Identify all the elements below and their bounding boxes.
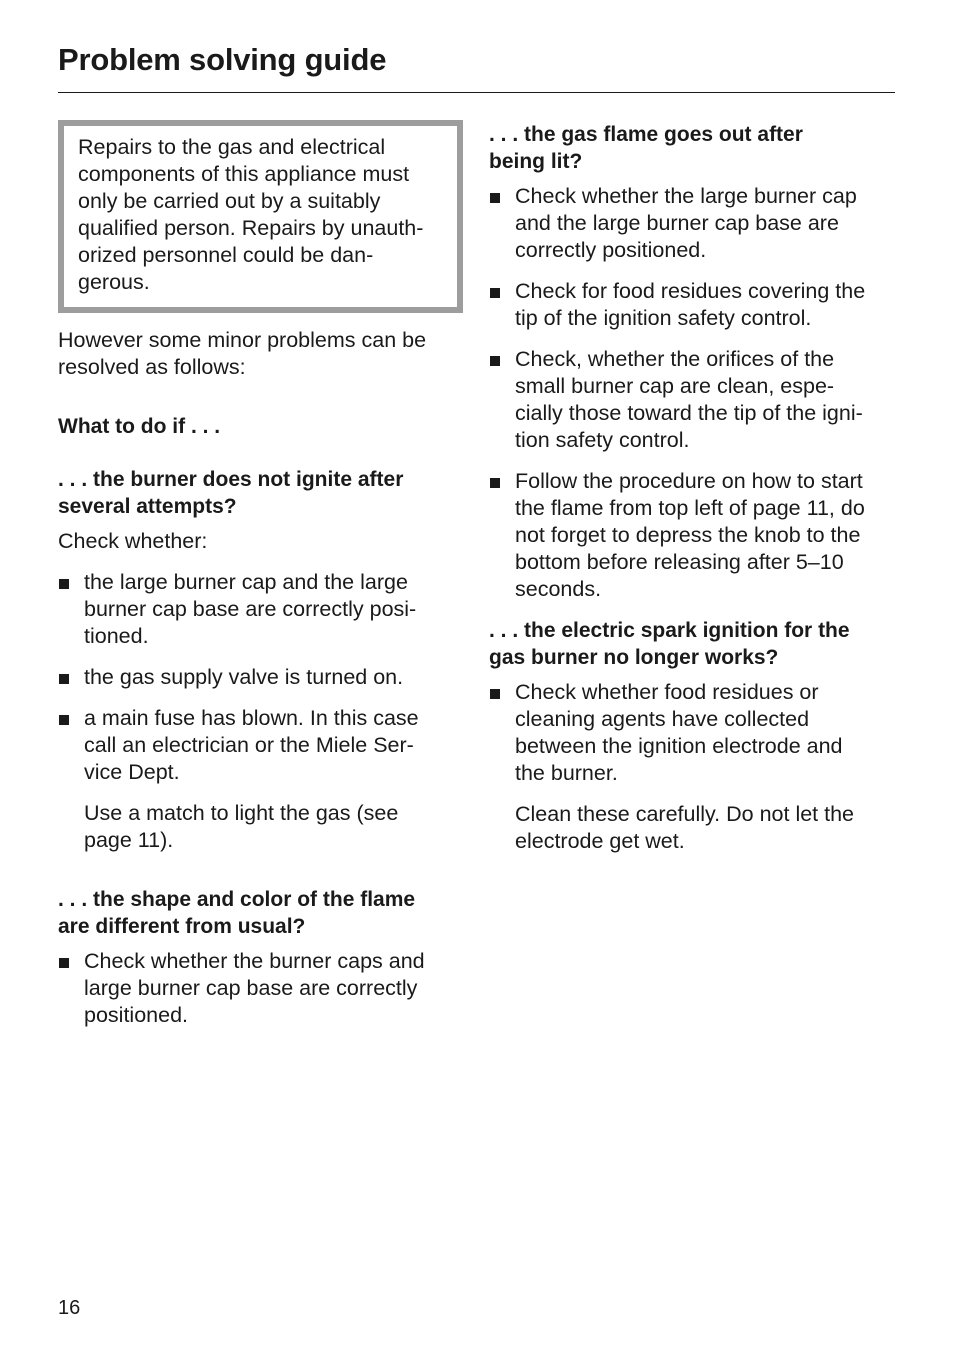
square-bullet-icon bbox=[490, 193, 500, 203]
list-item bbox=[58, 948, 463, 1029]
right-column bbox=[489, 121, 894, 887]
burner-check-list bbox=[58, 569, 463, 786]
item-line: Check, whether the orifices of the bbox=[515, 347, 835, 371]
item-line: tioned. bbox=[84, 624, 149, 648]
item-line: correctly positioned. bbox=[515, 238, 707, 262]
heading-line: being lit? bbox=[489, 150, 583, 173]
title-divider bbox=[58, 92, 895, 93]
item-line: between the ignition electrode and bbox=[515, 734, 843, 758]
warning-line: only be carried out by a suitably bbox=[78, 189, 381, 213]
warning-box bbox=[58, 120, 463, 313]
left-column bbox=[58, 120, 463, 1043]
item-line: Check whether the burner caps and bbox=[84, 949, 425, 973]
check-whether-label: Check whether: bbox=[58, 529, 208, 553]
item-line: tip of the ignition safety control. bbox=[515, 306, 812, 330]
list-item bbox=[489, 346, 894, 454]
heading-line: . . . the gas flame goes out after bbox=[489, 123, 803, 146]
page-title: Problem solving guide bbox=[58, 42, 387, 77]
note-line: electrode get wet. bbox=[515, 829, 685, 853]
item-line: cially those toward the tip of the igni- bbox=[515, 401, 863, 425]
intro-paragraph bbox=[58, 327, 463, 381]
square-bullet-icon bbox=[490, 356, 500, 366]
item-line: large burner cap base are correctly bbox=[84, 976, 418, 1000]
section-heading-flame-goes-out bbox=[489, 121, 894, 175]
warning-text bbox=[78, 134, 445, 296]
item-line: Follow the procedure on how to start bbox=[515, 469, 863, 493]
item-line: and the large burner cap base are bbox=[515, 211, 839, 235]
flame-out-check-list bbox=[489, 183, 894, 603]
square-bullet-icon bbox=[490, 288, 500, 298]
item-line: Check whether food residues or bbox=[515, 680, 819, 704]
match-note bbox=[84, 800, 463, 854]
note-line: Clean these carefully. Do not let the bbox=[515, 802, 855, 826]
square-bullet-icon bbox=[59, 674, 69, 684]
intro-line: resolved as follows: bbox=[58, 355, 246, 379]
warning-line: components of this appliance must bbox=[78, 162, 410, 186]
item-line: the burner. bbox=[515, 761, 618, 785]
what-to-do-heading: What to do if . . . bbox=[58, 415, 221, 438]
warning-line: gerous. bbox=[78, 270, 150, 294]
warning-line: qualified person. Repairs by unauth- bbox=[78, 216, 424, 240]
intro-line: However some minor problems can be bbox=[58, 328, 427, 352]
section-heading-burner-not-igniting bbox=[58, 466, 463, 520]
item-line: tion safety control. bbox=[515, 428, 690, 452]
section-heading-spark-ignition bbox=[489, 617, 894, 671]
heading-line: gas burner no longer works? bbox=[489, 646, 779, 669]
square-bullet-icon bbox=[59, 579, 69, 589]
heading-line: . . . the burner does not ignite after bbox=[58, 468, 404, 491]
heading-line: . . . the shape and color of the flame bbox=[58, 888, 416, 911]
item-line: the gas supply valve is turned on. bbox=[84, 665, 404, 689]
item-line: not forget to depress the knob to the bbox=[515, 523, 861, 547]
list-item bbox=[489, 183, 894, 264]
spark-check-list bbox=[489, 679, 894, 787]
page-number: 16 bbox=[58, 1297, 81, 1319]
item-line: a main fuse has blown. In this case bbox=[84, 706, 419, 730]
square-bullet-icon bbox=[490, 689, 500, 699]
item-line: Check whether the large burner cap bbox=[515, 184, 857, 208]
list-item bbox=[58, 664, 463, 691]
square-bullet-icon bbox=[59, 715, 69, 725]
heading-line: are different from usual? bbox=[58, 915, 306, 938]
item-line: call an electrician or the Miele Ser- bbox=[84, 733, 414, 757]
item-line: positioned. bbox=[84, 1003, 188, 1027]
section-heading-flame-shape bbox=[58, 886, 463, 940]
heading-line: . . . the electric spark ignition for the bbox=[489, 619, 850, 642]
item-line: cleaning agents have collected bbox=[515, 707, 810, 731]
item-line: the large burner cap and the large bbox=[84, 570, 408, 594]
clean-note bbox=[515, 801, 894, 855]
square-bullet-icon bbox=[59, 958, 69, 968]
item-line: vice Dept. bbox=[84, 760, 180, 784]
item-line: bottom before releasing after 5–10 bbox=[515, 550, 844, 574]
list-item bbox=[489, 679, 894, 787]
item-line: small burner cap are clean, espe- bbox=[515, 374, 835, 398]
square-bullet-icon bbox=[490, 478, 500, 488]
item-line: burner cap base are correctly posi- bbox=[84, 597, 417, 621]
list-item bbox=[58, 705, 463, 786]
warning-line: orized personnel could be dan- bbox=[78, 243, 374, 267]
flame-check-list bbox=[58, 948, 463, 1029]
list-item bbox=[489, 278, 894, 332]
item-line: the flame from top left of page 11, do bbox=[515, 496, 865, 520]
list-item bbox=[58, 569, 463, 650]
list-item bbox=[489, 468, 894, 603]
item-line: seconds. bbox=[515, 577, 602, 601]
note-line: page 11). bbox=[84, 828, 174, 852]
heading-line: several attempts? bbox=[58, 495, 237, 518]
warning-line: Repairs to the gas and electrical bbox=[78, 135, 386, 159]
note-line: Use a match to light the gas (see bbox=[84, 801, 399, 825]
item-line: Check for food residues covering the bbox=[515, 279, 866, 303]
